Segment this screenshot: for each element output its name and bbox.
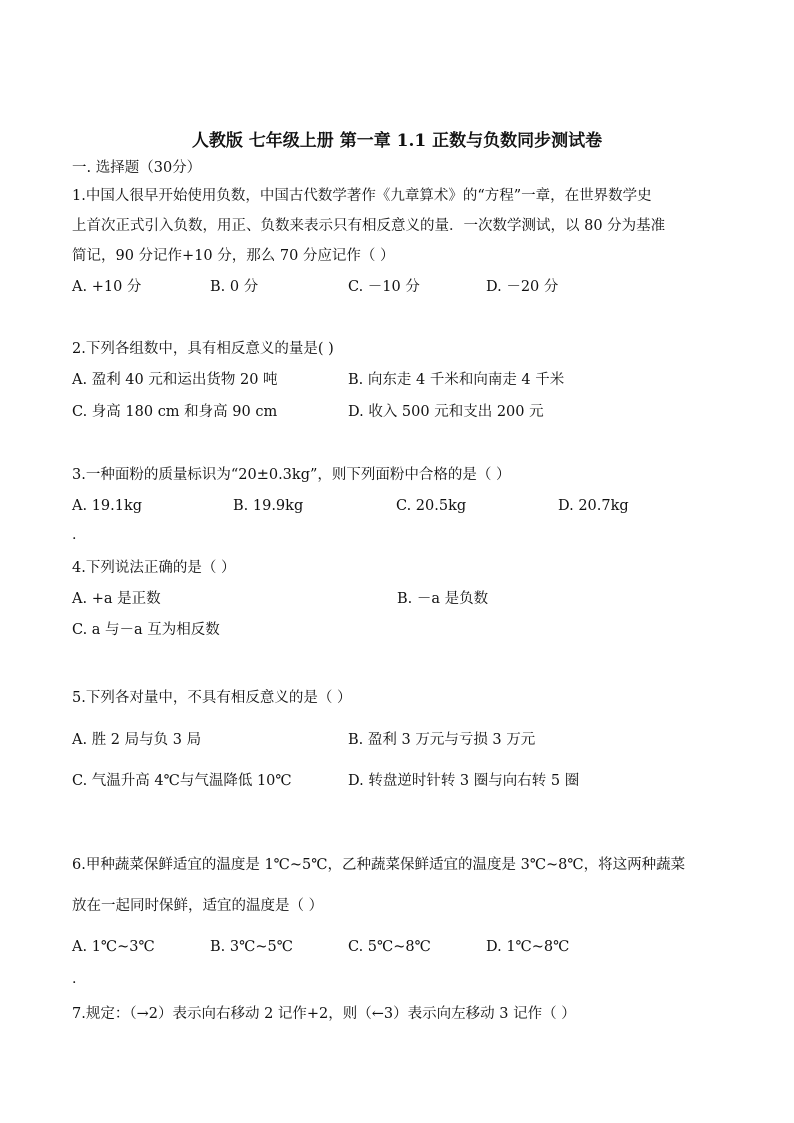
question-5-option-b: B. 盈利 3 万元与亏损 3 万元 [348, 732, 536, 748]
question-1-option-a: A. +10 分 [72, 279, 142, 295]
question-2-option-a: A. 盈利 40 元和运出货物 20 吨 [72, 372, 278, 388]
question-1-option-d: D. －20 分 [486, 279, 559, 295]
question-7-stem: 7.规定：（→2）表示向右移动 2 记作+2，则（←3）表示向左移动 3 记作（ ） [72, 1006, 576, 1022]
question-4-option-b: B. －a 是负数 [397, 591, 489, 607]
question-5-option-d: D. 转盘逆时针转 3 圈与向右转 5 圈 [348, 773, 580, 789]
question-4-option-c: C. a 与－a 互为相反数 [72, 622, 220, 638]
question-5-option-a: A. 胜 2 局与负 3 局 [72, 732, 202, 748]
question-6-line-1: 6.甲种蔬菜保鲜适宜的温度是 1℃~5℃，乙种蔬菜保鲜适宜的温度是 3℃~8℃，将这两种蔬菜 [72, 857, 686, 873]
question-4-option-a: A. +a 是正数 [72, 591, 161, 607]
question-3-option-d: D. 20.7kg [558, 498, 629, 514]
page-title: 人教版 七年级上册 第一章 1.1 正数与负数同步测试卷 [191, 131, 603, 151]
question-2-option-c: C. 身高 180 cm 和身高 90 cm [72, 404, 278, 420]
question-1-line-1: 1.中国人很早开始使用负数，中国古代数学著作《九章算术》的“方程”一章，在世界数学史 [72, 188, 652, 204]
question-6-option-a: A. 1℃~3℃ [72, 939, 155, 955]
question-3-option-b: B. 19.9kg [233, 498, 304, 514]
question-4-stem: 4.下列说法正确的是（ ） [72, 560, 236, 576]
question-1-option-b: B. 0 分 [210, 279, 259, 295]
section-heading: 一. 选择题（30分） [72, 160, 202, 176]
question-5-option-c: C. 气温升高 4℃与气温降低 10℃ [72, 773, 292, 789]
question-3-option-c: C. 20.5kg [396, 498, 467, 514]
question-6-option-c: C. 5℃~8℃ [348, 939, 431, 955]
question-3-option-a: A. 19.1kg [72, 498, 143, 514]
question-2-option-b: B. 向东走 4 千米和向南走 4 千米 [348, 372, 565, 388]
question-6-option-d: D. 1℃~8℃ [486, 939, 570, 955]
separator-dot: . [72, 971, 77, 987]
question-2-option-d: D. 收入 500 元和支出 200 元 [348, 404, 544, 420]
question-1-line-3: 简记，90 分记作+10 分，那么 70 分应记作（ ） [72, 248, 395, 264]
question-6-option-b: B. 3℃~5℃ [210, 939, 293, 955]
question-1-option-c: C. －10 分 [348, 279, 420, 295]
question-6-line-2: 放在一起同时保鲜，适宜的温度是（ ） [72, 898, 324, 914]
separator-dot: . [72, 527, 77, 543]
question-3-stem: 3.一种面粉的质量标识为“20±0.3kg”，则下列面粉中合格的是（ ） [72, 467, 511, 483]
question-5-stem: 5.下列各对量中，不具有相反意义的是（ ） [72, 690, 352, 706]
question-2-stem: 2.下列各组数中，具有相反意义的量是( ) [72, 341, 334, 357]
question-1-line-2: 上首次正式引入负数，用正、负数来表示只有相反意义的量．一次数学测试，以 80 分为基准 [72, 218, 666, 234]
